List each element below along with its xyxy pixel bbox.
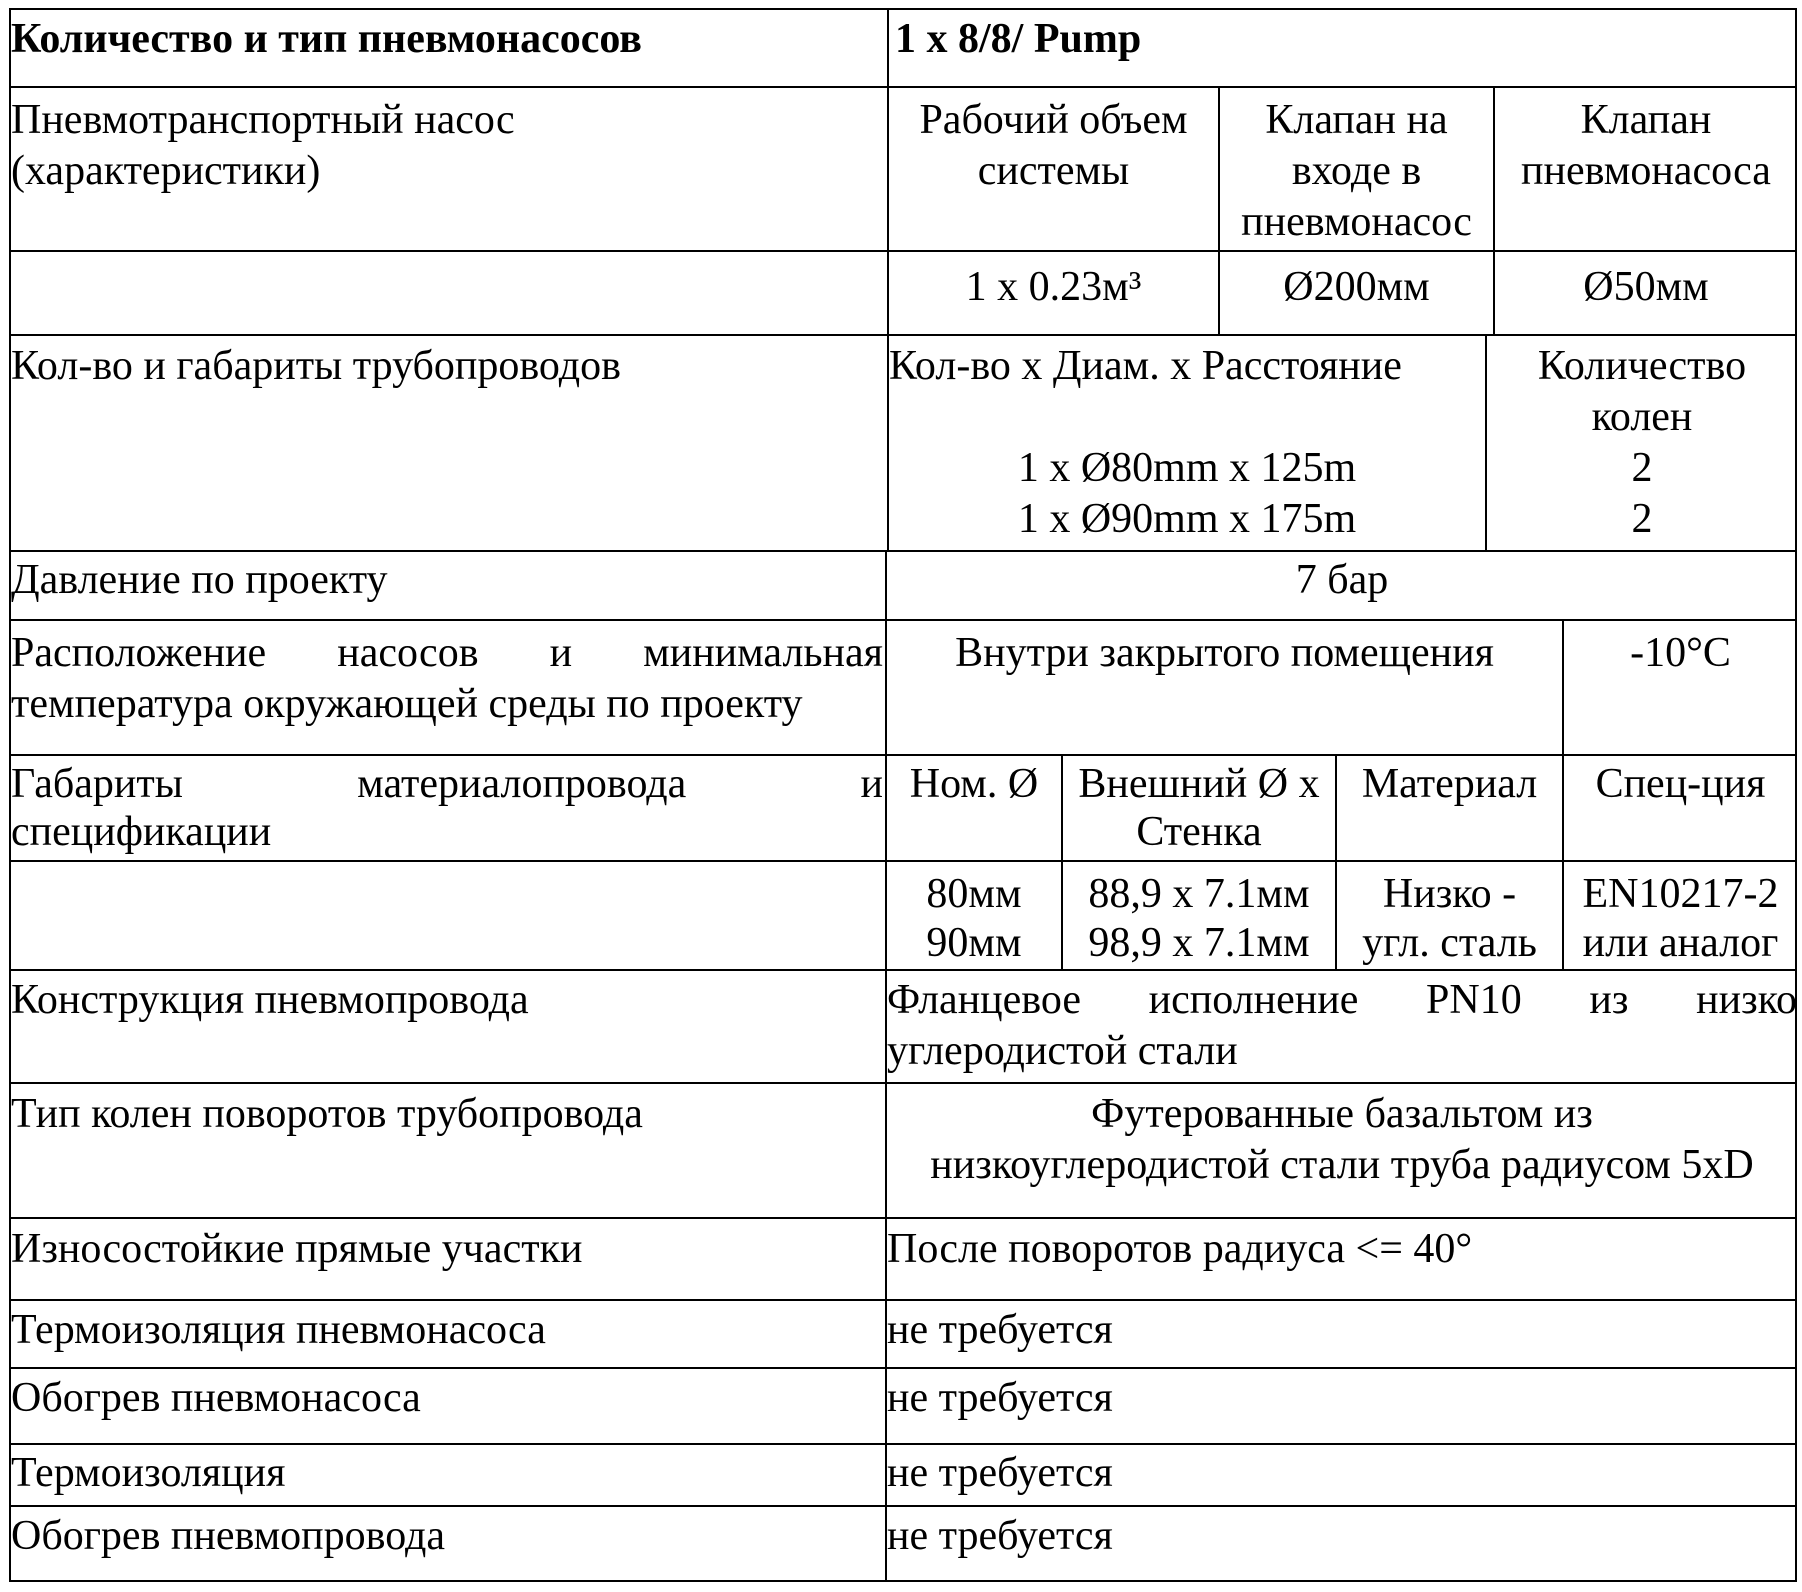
pump-valve-header-2: пневмонасоса [1521,148,1771,194]
outer-value-2: 98,9 x 7.1мм [1088,920,1310,966]
row-pump-count [9,8,1797,88]
volume-header-1: Рабочий объем [919,97,1188,143]
construction-value-1: Фланцевое исполнение PN10 из низко [887,977,1797,1023]
wear-sections-label: Износостойкие прямые участки [11,1226,583,1272]
row-pipelines [9,334,1797,552]
pipelines-elbows-header-2: колен [1591,394,1693,440]
outer-header-2: Стенка [1136,809,1262,855]
location-value: Внутри закрытого помещения [955,630,1494,676]
pipelines-label: Кол-во и габариты трубопроводов [11,343,621,389]
row-wear-sections [9,1217,1797,1301]
spec-value-1: EN10217-2 [1582,871,1779,917]
spec-table [9,8,1797,1582]
nominal-value-2: 90мм [926,920,1022,966]
row-pump-heating [9,1367,1797,1445]
inlet-valve-header-1: Клапан на [1265,97,1448,143]
construction-value-2: углеродистой стали [887,1028,1238,1074]
pipelines-dims-header: Кол-во x Диам. x Расстояние [889,343,1402,389]
row-pump-insulation [9,1299,1797,1369]
pump-count-label: Количество и тип пневмонасосов [11,16,642,62]
row-pipe-heating [9,1505,1797,1582]
material-label-2: спецификации [11,809,272,855]
outer-header-1: Внешний Ø x [1078,761,1320,807]
pressure-value: 7 бар [1295,557,1389,603]
pump-heating-label: Обогрев пневмонасоса [11,1375,421,1421]
wear-sections-value: После поворотов радиуса <= 40° [887,1226,1473,1272]
pump-insulation-label: Термоизоляция пневмонасоса [11,1307,546,1353]
spec-value-2: или аналог [1582,920,1779,966]
row-location-temp [9,619,1797,756]
pipelines-elbows-header-1: Количество [1537,343,1747,389]
pump-count-value: 1 x 8/8/ Pump [895,16,1142,62]
pump-valve-value: Ø50мм [1583,264,1709,310]
material-header: Материал [1361,761,1538,807]
elbow-type-value-1: Футерованные базальтом из [1091,1091,1593,1137]
material-value-1: Низко - [1382,871,1517,917]
temperature-value: -10°C [1630,630,1731,676]
inlet-valve-header-3: пневмонасос [1241,199,1472,245]
row-pump-specs [9,86,1797,336]
construction-label: Конструкция пневмопровода [11,977,529,1023]
pump-valve-header-1: Клапан [1580,97,1712,143]
pipeline-dims-2: 1 x Ø90mm x 175m [1017,496,1357,542]
pipeline-elbows-1: 2 [1631,445,1653,491]
nominal-value-1: 80мм [926,871,1022,917]
spec-header: Спец-ция [1595,761,1766,807]
location-label-2: температура окружающей среды по проекту [11,681,803,727]
location-label-1: Расположение насосов и минимальная [11,630,883,676]
row-construction [9,969,1797,1084]
row-elbow-type [9,1082,1797,1219]
volume-value: 1 x 0.23м³ [965,264,1142,310]
outer-value-1: 88,9 x 7.1мм [1088,871,1310,917]
pipe-heating-label: Обогрев пневмопровода [11,1513,446,1559]
pump-heating-value: не требуется [887,1375,1113,1421]
pipe-heating-value: не требуется [887,1513,1113,1559]
insulation-label: Термоизоляция [11,1450,286,1496]
pump-insulation-value: не требуется [887,1307,1113,1353]
pressure-label: Давление по проекту [11,557,388,603]
nominal-header: Ном. Ø [909,761,1039,807]
elbow-type-label: Тип колен поворотов трубопровода [11,1091,643,1137]
pipeline-dims-1: 1 x Ø80mm x 125m [1017,445,1357,491]
inlet-valve-header-2: входе в [1291,148,1422,194]
pump-specs-label-2: (характеристики) [11,148,321,194]
volume-header-2: системы [977,148,1130,194]
material-value-2: угл. сталь [1362,920,1537,966]
pump-specs-label-1: Пневмотранспортный насос [11,97,515,143]
row-pressure [9,550,1797,621]
row-material-pipe [9,754,1797,971]
inlet-valve-value: Ø200мм [1283,264,1430,310]
elbow-type-value-2: низкоуглеродистой стали труба радиусом 5xD [930,1142,1754,1188]
insulation-value: не требуется [887,1450,1113,1496]
row-insulation [9,1443,1797,1507]
pipeline-elbows-2: 2 [1631,496,1653,542]
material-label-1: Габариты материалопровода и [11,761,883,807]
